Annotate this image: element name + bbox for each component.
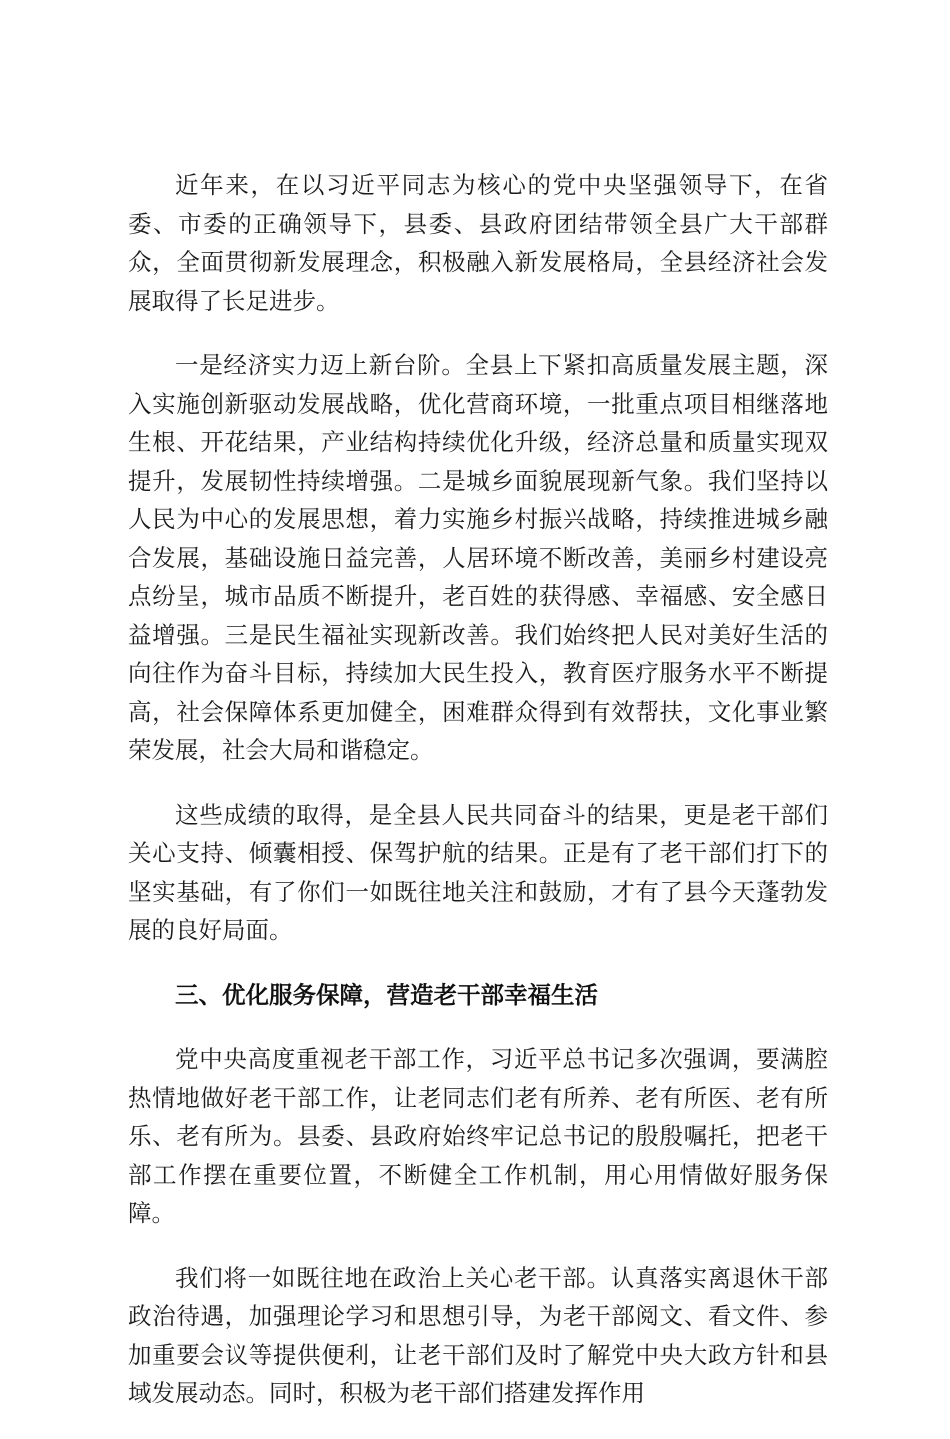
paragraph-service-policy: 党中央高度重视老干部工作，习近平总书记多次强调，要满腔热情地做好老干部工作，让老同志们老有所养、老有所医、老有所乐、老有所为。县委、县政府始终牢记总书记的殷殷嘱托，把老干部工作摆在重要位置，不断健全工作机制，用心用情做好服务保障。	[128, 1045, 828, 1227]
paragraph-political-care: 我们将一如既往地在政治上关心老干部。认真落实离退休干部政治待遇，加强理论学习和思想引导，为老干部阅文、看文件、参加重要会议等提供便利，让老干部们及时了解党中央大政方针和县域发展动态。同时，积极为老干部们搭建发挥作用	[128, 1263, 828, 1407]
document-body	[128, 166, 828, 1439]
paragraph-achievements: 一是经济实力迈上新台阶。全县上下紧扣高质量发展主题，深入实施创新驱动发展战略，优化营商环境，一批重点项目相继落地生根、开花结果，产业结构持续优化升级，经济总量和质量实现双提升，发展韧性持续增强。二是城乡面貌展现新气象。我们坚持以人民为中心的发展思想，着力实施乡村振兴战略，持续推进城乡融合发展，基础设施日益完善，人居环境不断改善，美丽乡村建设亮点纷呈，城市品质不断提升，老百姓的获得感、幸福感、安全感日益增强。三是民生福祉实现新改善。我们始终把人民对美好生活的向往作为奋斗目标，持续加大民生投入，教育医疗服务水平不断提高，社会保障体系更加健全，困难群众得到有效帮扶，文化事业繁荣发展，社会大局和谐稳定。	[128, 351, 828, 764]
paragraph-gratitude: 这些成绩的取得，是全县人民共同奋斗的结果，更是老干部们关心支持、倾囊相授、保驾护航的结果。正是有了老干部们打下的坚实基础，有了你们一如既往地关注和鼓励，才有了县今天蓬勃发展的良好局面。	[128, 800, 828, 944]
section-heading: 三、优化服务保障，营造老干部幸福生活	[175, 980, 598, 1009]
paragraph-intro: 近年来，在以习近平同志为核心的党中央坚强领导下，在省委、市委的正确领导下，县委、县政府团结带领全县广大干部群众，全面贯彻新发展理念，积极融入新发展格局，全县经济社会发展取得了长足进步。	[128, 171, 828, 315]
